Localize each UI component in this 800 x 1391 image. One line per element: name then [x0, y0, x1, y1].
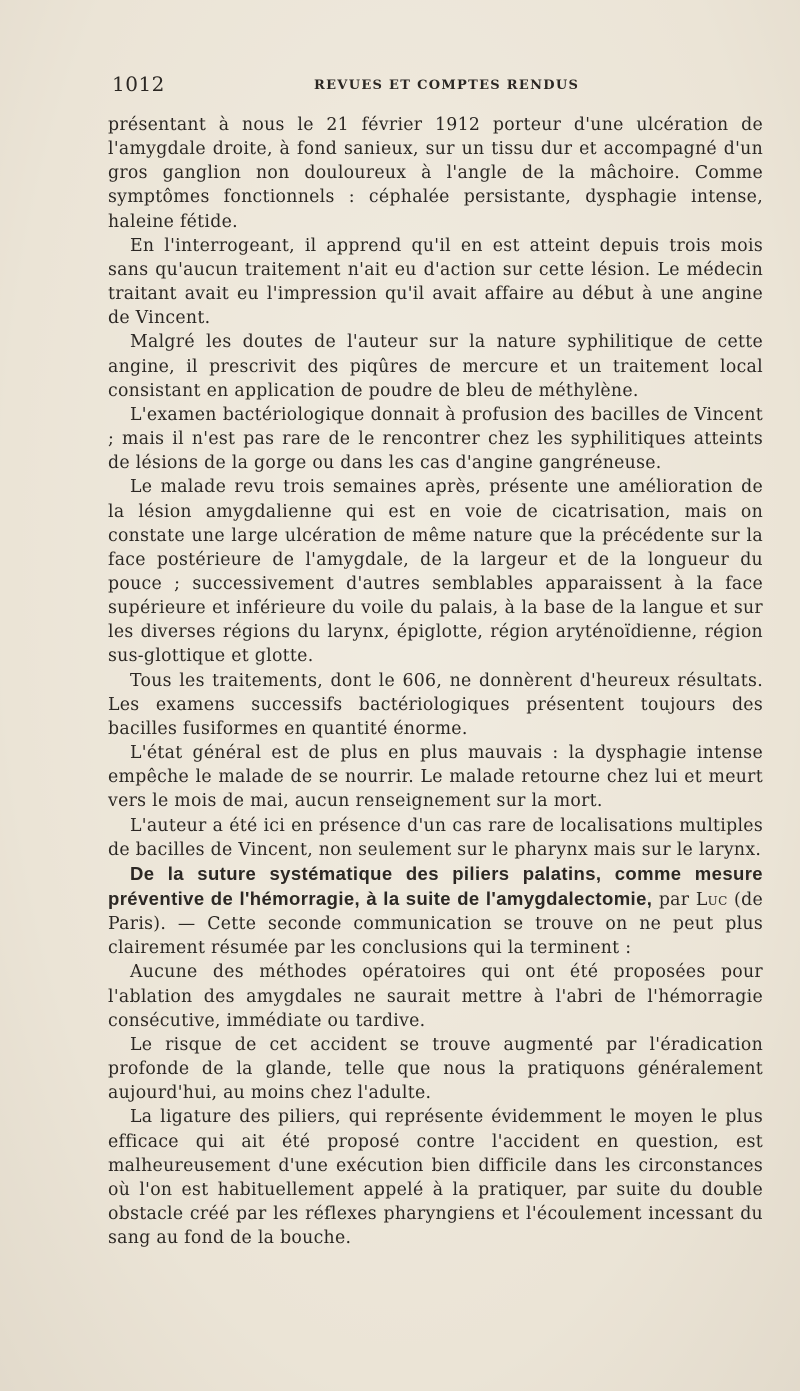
- author-prefix: par: [652, 890, 696, 910]
- paragraph: En l'interrogeant, il apprend qu'il en est atteint depuis trois mois sans qu'aucun traitement n'ait eu d'action sur cette lésion. Le médecin traitant avait eu l'impression qu'il avait affaire au début à une angine de Vincent.: [108, 235, 763, 329]
- section-intro: (de Paris). — Cette seconde communication se trouve on ne peut plus clairement résumée par les conclusions qui la terminent :: [108, 890, 763, 959]
- paragraph: L'auteur a été ici en présence d'un cas rare de localisations multiples de bacilles de Vincent, non seulement sur le pharynx mais sur le larynx.: [108, 815, 763, 860]
- page-header: [112, 72, 762, 102]
- paragraph: L'état général est de plus en plus mauvais : la dysphagie intense empêche le malade de se nourrir. Le malade retourne chez lui et meurt vers le mois de mai, aucun renseignement sur la mort.: [108, 743, 763, 812]
- paragraph: L'examen bactériologique donnait à profusion des bacilles de Vincent ; mais il n'est pas rare de le rencontrer chez les syphilitiques atteints de lésions de la gorge ou dans les cas d'angine gangréneuse.: [108, 404, 763, 474]
- section-author: Luc: [695, 890, 728, 910]
- paragraph: La ligature des piliers, qui représente évidemment le moyen le plus efficace qui ait été proposé contre l'accident en question, est malheureusement d'une exécution bien difficile dans les circonstances où l'on est habituellement appelé à la pratiquer, par suite du double obstacle créé par les réflexes pharyngiens et l'écoulement incessant du sang au fond de la bouche.: [108, 1107, 763, 1249]
- article-body: [108, 113, 763, 1250]
- paragraph: présentant à nous le 21 février 1912 porteur d'une ulcération de l'amygdale droite, à fond sanieux, sur un tissu dur et accompagné d'un gros ganglion non douloureux à l'angle de la mâchoire. Comme symptômes fonctionnels : céphalée persistante, dysphagie intense, haleine fétide.: [108, 115, 763, 232]
- running-head: REVUES ET COMPTES RENDUS: [314, 78, 580, 93]
- section-title: De la suture systématique des piliers palatins, comme mesure préventive de l'hémorragie, à la suite de l'amygdalectomie,: [108, 862, 763, 909]
- paragraph: Le malade revu trois semaines après, présente une amélioration de la lésion amygdalienne qui est en voie de cicatrisation, mais on constate une large ulcération de même nature que la précédente sur la face postérieure de l'amygdale, de la largeur et de la longueur du pouce ; successivement d'autres semblables apparaissent à la face supérieure et inférieure du voile du palais, à la base de la langue et sur les diverses régions du larynx, épiglotte, région aryténoïdienne, région sus-glottique et glotte.: [108, 477, 763, 667]
- paragraph: Le risque de cet accident se trouve augmenté par l'éradication profonde de la glande, telle que nous la pratiquons généralement aujourd'hui, au moins chez l'adulte.: [108, 1034, 763, 1104]
- paragraph: Malgré les doutes de l'auteur sur la nature syphilitique de cette angine, il prescrivit des piqûres de mercure et un traitement local consistant en application de poudre de bleu de méthylène.: [108, 332, 763, 401]
- paragraph: Aucune des méthodes opératoires qui ont été proposées pour l'ablation des amygdales ne saurait mettre à l'abri de l'hémorragie consécutive, immédiate ou tardive.: [108, 962, 763, 1031]
- section-heading-paragraph: [108, 862, 763, 961]
- paragraph: Tous les traitements, dont le 606, ne donnèrent d'heureux résultats. Les examens successifs bactériologiques présentent toujours des bacilles fusiformes en quantité énorme.: [108, 670, 763, 739]
- page-number: 1012: [112, 72, 165, 96]
